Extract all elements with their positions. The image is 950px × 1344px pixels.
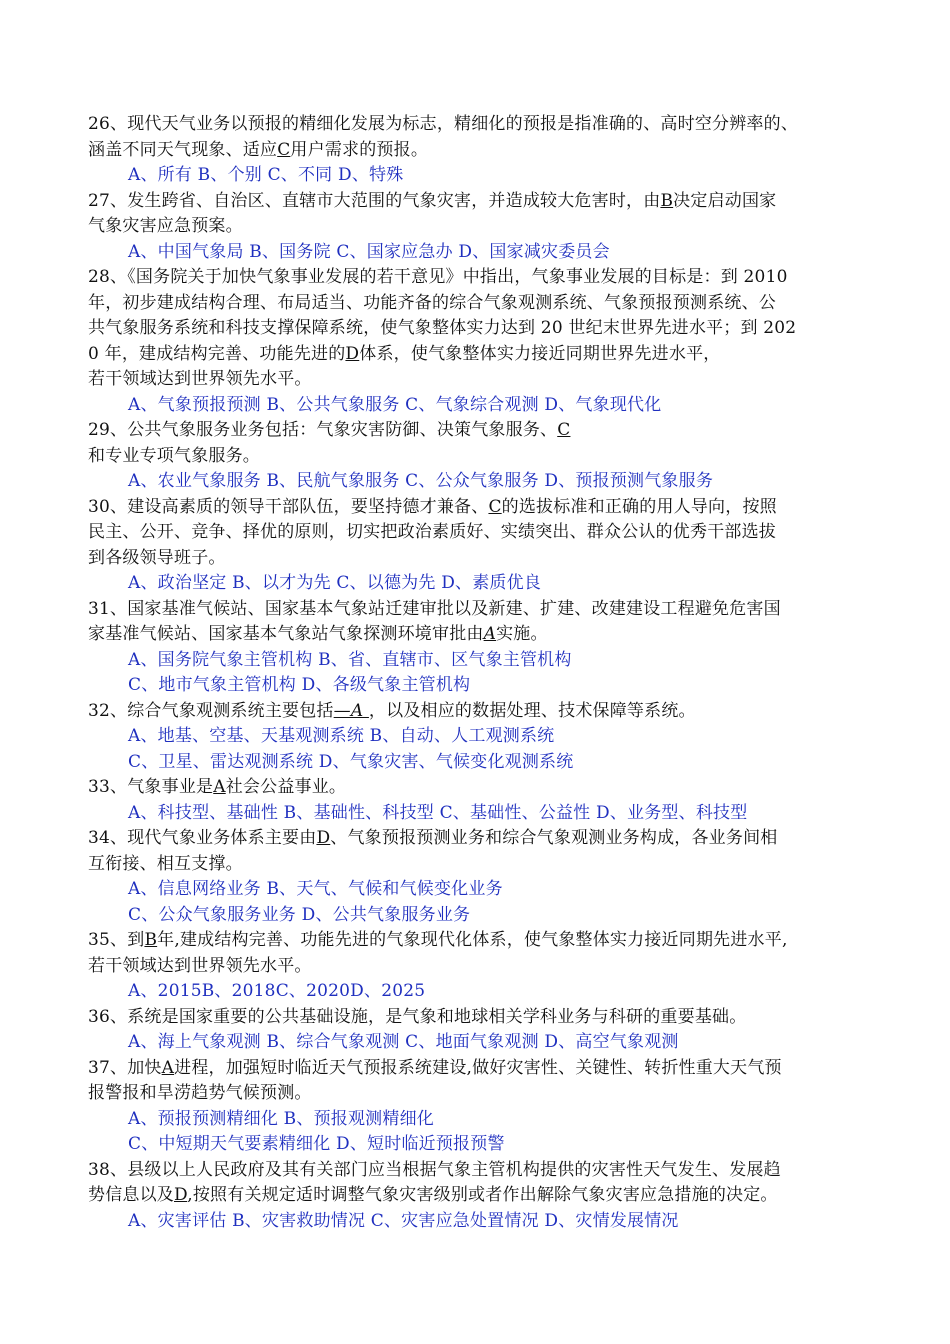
q32-line1: 32、综合气象观测系统主要包括—A ，以及相应的数据处理、技术保障等系统。 bbox=[88, 700, 696, 721]
answer-mark: D bbox=[316, 828, 331, 848]
q30-options: A、政治坚定 B、以才为先 C、以德为先 D、素质优良 bbox=[128, 573, 542, 593]
q29-line2: 和专业专项气象服务。 bbox=[88, 445, 260, 466]
q27-line2: 气象灾害应急预案。 bbox=[88, 216, 243, 236]
q28-line2: 年，初步建成结构合理、布局适当、功能齐备的综合气象观测系统、气象预报预测系统、公 bbox=[88, 292, 776, 313]
answer-mark: C bbox=[488, 496, 502, 517]
q31-options-1: A、国务院气象主管机构 B、省、直辖市、区气象主管机构 bbox=[128, 649, 572, 670]
q26-line1: 26、现代天气业务以预报的精细化发展为标志，精细化的预报是指准确的、高时空分辨率的、 bbox=[88, 114, 799, 134]
q32-options-1: A、地基、空基、天基观测系统 B、自动、人工观测系统 bbox=[128, 726, 555, 746]
q30-line1: 30、建设高素质的领导干部队伍，要坚持德才兼备、C的选拔标准和正确的用人导向，按照 bbox=[88, 496, 777, 517]
q35-options: A、2015B、2018C、2020D、2025 bbox=[128, 981, 426, 1001]
q37-line1: 37、加快A进程，加强短时临近天气预报系统建设,做好灾害性、关键性、转折性重大天气预 bbox=[88, 1057, 782, 1078]
q37-options-1: A、预报预测精细化 B、预报观测精细化 bbox=[128, 1108, 434, 1129]
q28-line3: 共气象服务系统和科技支撑保障系统，使气象整体实力达到 20 世纪末世界先进水平；到 202 bbox=[88, 318, 797, 338]
answer-mark: B bbox=[144, 930, 158, 950]
q27-line1: 27、发生跨省、自治区、直辖市大范围的气象灾害，并造成较大危害时，由B决定启动国家 bbox=[88, 190, 777, 211]
q29-options: A、农业气象服务 B、民航气象服务 C、公众气象服务 D、预报预测气象服务 bbox=[128, 471, 714, 491]
answer-mark: A bbox=[161, 1057, 175, 1078]
q27-options: A、中国气象局 B、国务院 C、国家应急办 D、国家减灾委员会 bbox=[128, 241, 610, 262]
q34-line1: 34、现代气象业务体系主要由D、气象预报预测业务和综合气象观测业务构成，各业务间相 bbox=[88, 828, 778, 848]
q30-line3: 到各级领导班子。 bbox=[88, 547, 226, 568]
answer-mark: A bbox=[483, 624, 497, 644]
q28-line5: 若干领域达到世界领先水平。 bbox=[88, 369, 312, 389]
q38-line2: 势信息以及D,按照有关规定适时调整气象灾害级别或者作出解除气象灾害应急措施的决定。 bbox=[88, 1185, 778, 1205]
answer-mark: A bbox=[213, 777, 226, 797]
q28-options: A、气象预报预测 B、公共气象服务 C、气象综合观测 D、气象现代化 bbox=[128, 394, 662, 415]
answer-mark: B bbox=[660, 190, 674, 211]
q33-line1: 33、气象事业是A社会公益事业。 bbox=[88, 777, 347, 797]
q38-line1: 38、县级以上人民政府及其有关部门应当根据气象主管机构提供的灾害性天气发生、发展趋 bbox=[88, 1159, 781, 1180]
q28-line4: 0 年，建成结构完善、功能先进的D体系，使气象整体实力接近同期世界先进水平， bbox=[88, 343, 721, 364]
answer-mark: C bbox=[277, 139, 291, 160]
answer-mark: C bbox=[557, 420, 571, 440]
answer-mark: D bbox=[345, 343, 360, 364]
q35-line1: 35、到B年,建成结构完善、功能先进的气象现代化体系，使气象整体实力接近同期先进水平, bbox=[88, 930, 788, 950]
answer-mark: —A bbox=[333, 700, 369, 721]
q36-line1: 36、系统是国家重要的公共基础设施，是气象和地球相关学科业务与科研的重要基础。 bbox=[88, 1006, 747, 1027]
q26-options: A、所有 B、个别 C、不同 D、特殊 bbox=[128, 165, 404, 185]
q34-options-2: C、公众气象服务业务 D、公共气象服务业务 bbox=[128, 904, 471, 925]
q34-line2: 互衔接、相互支撑。 bbox=[88, 853, 243, 874]
q29-line1: 29、公共气象服务业务包括：气象灾害防御、决策气象服务、C bbox=[88, 420, 571, 440]
q38-options: A、灾害评估 B、灾害救助情况 C、灾害应急处置情况 D、灾情发展情况 bbox=[128, 1210, 679, 1231]
answer-mark: D bbox=[174, 1185, 188, 1205]
question-list bbox=[88, 112, 878, 1234]
q28-line1: 28、《国务院关于加快气象事业发展的若干意见》中指出，气象事业发展的目标是：到 2010 bbox=[88, 267, 788, 287]
q36-options: A、海上气象观测 B、综合气象观测 C、地面气象观测 D、高空气象观测 bbox=[128, 1032, 679, 1052]
q31-line2: 家基准气候站、国家基本气象站气象探测环境审批由A实施。 bbox=[88, 624, 548, 644]
q26-line2: 涵盖不同天气现象、适应C用户需求的预报。 bbox=[88, 139, 429, 160]
q31-options-2: C、地市气象主管机构 D、各级气象主管机构 bbox=[128, 675, 471, 695]
q30-line2: 民主、公开、竞争、择优的原则，切实把政治素质好、实绩突出、群众公认的优秀干部选拔 bbox=[88, 522, 776, 542]
q32-options-2: C、卫星、雷达观测系统 D、气象灾害、气候变化观测系统 bbox=[128, 751, 574, 772]
q33-options: A、科技型、基础性 B、基础性、科技型 C、基础性、公益性 D、业务型、科技型 bbox=[128, 802, 748, 823]
q34-options-1: A、信息网络业务 B、天气、气候和气候变化业务 bbox=[128, 879, 503, 899]
q31-line1: 31、国家基准气候站、国家基本气象站迁建审批以及新建、扩建、改建建设工程避免危害国 bbox=[88, 598, 781, 619]
q37-options-2: C、中短期天气要素精细化 D、短时临近预报预警 bbox=[128, 1134, 505, 1154]
q35-line2: 若干领域达到世界领先水平。 bbox=[88, 955, 312, 976]
q37-line2: 报警报和旱涝趋势气候预测。 bbox=[88, 1083, 312, 1103]
